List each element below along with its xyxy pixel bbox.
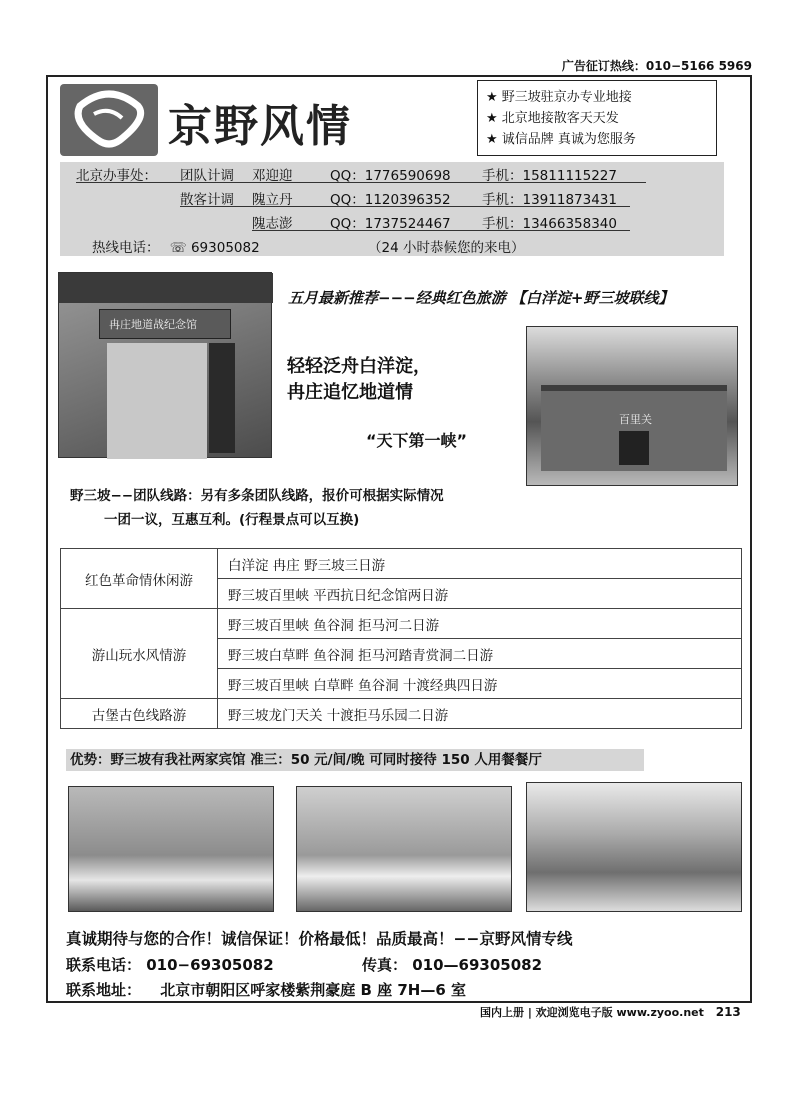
fax-label: 传真： (362, 956, 408, 974)
tagline: 真诚期待与您的合作！诚信保证！价格最低！品质最高！−−京野风情专线 (66, 930, 573, 948)
canyon-quote: “天下第一峡” (366, 431, 468, 450)
memorial-gate-photo (58, 272, 272, 458)
hotel-room-photo (296, 786, 512, 912)
feature-item: ★ 野三坡驻京办专业地接 (486, 90, 632, 105)
phone-label: 联系电话： (66, 956, 142, 974)
phone-row (66, 954, 274, 975)
address-text: 北京市朝阳区呼家楼紫荆豪庭 B 座 7H—6 室 (160, 981, 467, 999)
page-footer (480, 1004, 741, 1020)
contact-qq: QQ：1776590698 (330, 168, 451, 184)
contact-role: 团队计调 (180, 168, 234, 184)
feature-list (477, 80, 717, 156)
route-item: 野三坡百里峡 白草畔 鱼谷洞 十渡经典四日游 (218, 669, 742, 699)
contact-mobile: 手机：15811115227 (482, 168, 617, 184)
ad-hotline: 广告征订热线：010−5166 5969 (561, 59, 752, 73)
slogan-line-2: 冉庄追忆地道情 (287, 382, 413, 403)
contact-name: 邓迎迎 (252, 168, 293, 184)
contact-name: 隗志澎 (252, 216, 293, 232)
contact-row-1 (76, 164, 646, 183)
contact-row-3 (252, 212, 630, 231)
feature-item: ★ 诚信品牌 真诚为您服务 (486, 132, 636, 147)
hotel-room-photo (68, 786, 274, 912)
slogan-line-1: 轻轻泛舟白洋淀， (287, 356, 431, 377)
hotline-label: 热线电话： (92, 240, 160, 256)
contact-panel (60, 162, 724, 256)
routes-table (60, 548, 742, 729)
dining-hall-photo (526, 782, 742, 912)
page-number: 213 (715, 1005, 741, 1019)
address-row (66, 979, 466, 1000)
hotline-row (92, 236, 525, 256)
hotline-number: ☏ 69305082 (169, 240, 260, 256)
office-label: 北京办事处： (76, 168, 157, 184)
contact-name: 隗立丹 (252, 192, 293, 208)
table-row (61, 609, 742, 639)
route-category: 红色革命情休闲游 (61, 549, 218, 609)
route-item: 白洋淀 冉庄 野三坡三日游 (218, 549, 742, 579)
fax-row (362, 954, 542, 975)
contact-mobile: 手机：13911873431 (482, 192, 617, 208)
hotline-note: （24 小时恭候您的来电） (368, 240, 525, 256)
table-row (61, 549, 742, 579)
feature-item: ★ 北京地接散客天天发 (486, 111, 619, 126)
fax-number: 010—69305082 (412, 956, 543, 974)
contact-qq: QQ：1737524467 (330, 216, 451, 232)
page-footer-text: 国内上册 | 欢迎浏览电子版 www.zyoo.net (480, 1006, 704, 1019)
intro-line-2: 一团一议，互惠互利。(行程景点可以互换) (104, 512, 360, 528)
contact-qq: QQ：1120396352 (330, 192, 451, 208)
route-item: 野三坡龙门天关 十渡拒马乐园二日游 (218, 699, 742, 729)
fortress-plaque-text: 百里关 (619, 413, 652, 426)
route-category: 游山玩水风情游 (61, 609, 218, 699)
route-item: 野三坡百里峡 平西抗日纪念馆两日游 (218, 579, 742, 609)
address-label: 联系地址： (66, 981, 142, 999)
table-row (61, 699, 742, 729)
phone-number: 010−69305082 (146, 956, 274, 974)
gate-plaque-text: 冉庄地道战纪念馆 (109, 318, 197, 331)
contact-role: 散客计调 (180, 192, 234, 208)
fortress-photo (526, 326, 738, 486)
route-item: 野三坡百里峡 鱼谷洞 拒马河二日游 (218, 609, 742, 639)
route-item: 野三坡白草畔 鱼谷洞 拒马河踏青赏洞二日游 (218, 639, 742, 669)
heart-loop-logo-icon (60, 84, 158, 156)
intro-line-1: 野三坡−−团队线路：另有多条团队线路，报价可根据实际情况 (70, 488, 444, 504)
brand-name: 京野风情 (168, 101, 352, 152)
contact-row-2 (180, 188, 630, 207)
advantage-banner: 优势：野三坡有我社两家宾馆 准三：50 元/间/晚 可同时接待 150 人用餐餐厅 (66, 749, 644, 771)
route-category: 古堡古色线路游 (61, 699, 218, 729)
contact-mobile: 手机：13466358340 (482, 216, 617, 232)
promo-headline: 五月最新推荐−−−经典红色旅游 【白洋淀+野三坡联线】 (288, 289, 674, 307)
